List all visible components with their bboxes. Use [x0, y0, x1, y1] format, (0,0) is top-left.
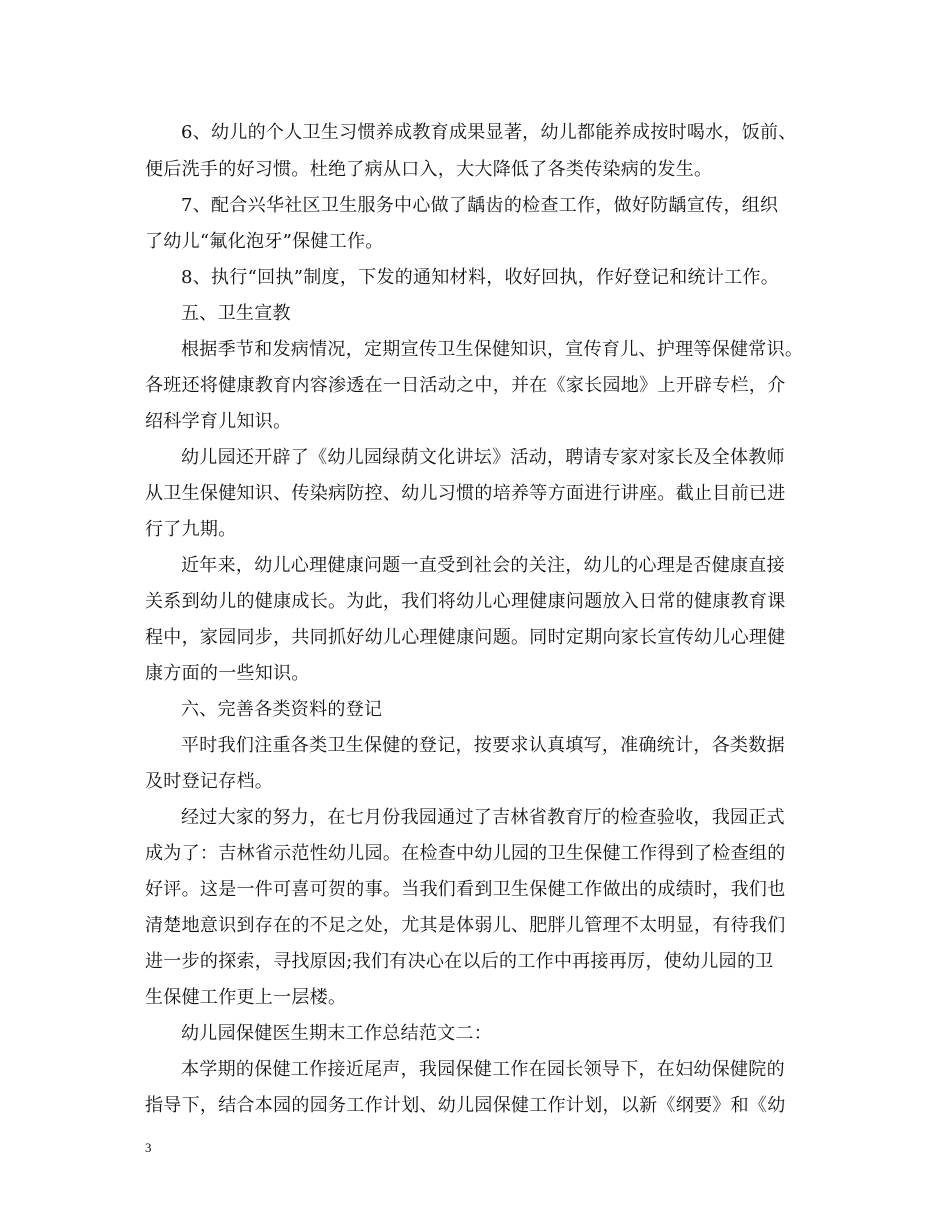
- section-heading: 幼儿园保健医生期末工作总结范文二：: [181, 1023, 493, 1044]
- text-line: 及时登记存档。: [145, 771, 274, 792]
- section-heading: 五、卫生宣教: [181, 303, 291, 324]
- text-line: 行了九期。: [145, 519, 237, 540]
- text-line: 根据季节和发病情况，定期宣传卫生保健知识，宣传育儿、护理等保健常识。: [181, 339, 804, 360]
- text-line: 生保健工作更上一层楼。: [145, 987, 347, 1008]
- text-line: 好评。这是一件可喜可贺的事。当我们看到卫生保健工作做出的成绩时，我们也: [145, 879, 786, 900]
- text-line: 7、配合兴华社区卫生服务中心做了龋齿的检查工作，做好防龋宣传，组织: [181, 195, 779, 216]
- text-line: 6、幼儿的个人卫生习惯养成教育成果显著，幼儿都能养成按时喝水，饭前、: [181, 122, 797, 143]
- text-line: 8、执行“回执”制度，下发的通知材料，收好回执，作好登记和统计工作。: [181, 267, 780, 288]
- text-line: 关系到幼儿的健康成长。为此，我们将幼儿心理健康问题放入日常的健康教育课: [145, 591, 786, 612]
- text-line: 康方面的一些知识。: [145, 663, 310, 684]
- text-line: 便后洗手的好习惯。杜绝了病从口入，大大降低了各类传染病的发生。: [145, 159, 713, 180]
- text-line: 成为了：吉林省示范性幼儿园。在检查中幼儿园的卫生保健工作得到了检查组的: [145, 843, 786, 864]
- text-line: 指导下，结合本园的园务工作计划、幼儿园保健工作计划，以新《纲要》和《幼: [145, 1095, 786, 1116]
- text-line: 各班还将健康教育内容渗透在一日活动之中，并在《家长园地》上开辟专栏，介: [145, 375, 786, 396]
- text-line: 本学期的保健工作接近尾声，我园保健工作在园长领导下，在妇幼保健院的: [181, 1059, 785, 1080]
- text-line: 从卫生保健知识、传染病防控、幼儿习惯的培养等方面进行讲座。截止目前已进: [145, 483, 786, 504]
- text-line: 经过大家的努力，在七月份我园通过了吉林省教育厅的检查验收，我园正式: [181, 807, 785, 828]
- text-line: 近年来，幼儿心理健康问题一直受到社会的关注，幼儿的心理是否健康直接: [181, 555, 785, 576]
- page-number: 3: [145, 1140, 152, 1155]
- text-line: 了幼儿“氟化泡牙”保健工作。: [145, 231, 384, 252]
- text-line: 程中，家园同步，共同抓好幼儿心理健康问题。同时定期向家长宣传幼儿心理健: [145, 627, 786, 648]
- section-heading: 六、完善各类资料的登记: [181, 699, 383, 720]
- text-line: 清楚地意识到存在的不足之处，尤其是体弱儿、肥胖儿管理不太明显，有待我们: [145, 915, 786, 936]
- text-line: 幼儿园还开辟了《幼儿园绿荫文化讲坛》活动，聘请专家对家长及全体教师: [181, 447, 785, 468]
- text-line: 进一步的探索，寻找原因;我们有决心在以后的工作中再接再厉，使幼儿园的卫: [145, 951, 774, 972]
- text-line: 平时我们注重各类卫生保健的登记，按要求认真填写，准确统计，各类数据: [181, 735, 785, 756]
- text-line: 绍科学育儿知识。: [145, 411, 292, 432]
